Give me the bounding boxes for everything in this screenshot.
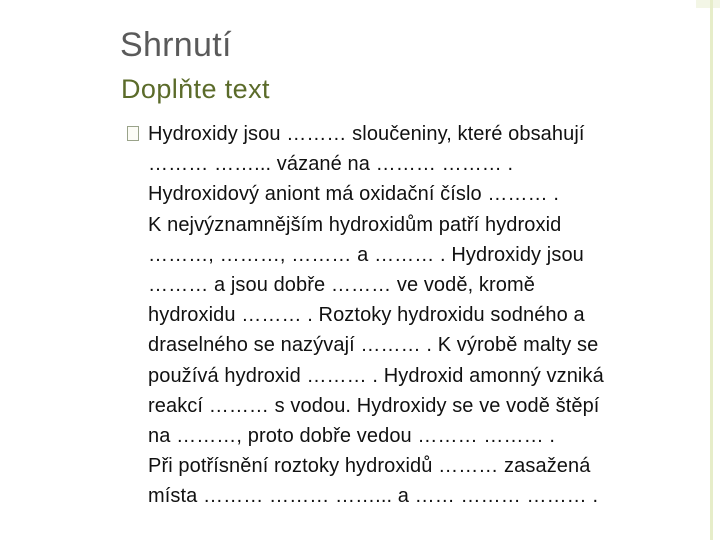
text-line: místa ……… ……… ……... a …… ……… ……… . (148, 485, 599, 508)
slide-title: Shrnutí (120, 26, 232, 64)
text-line: reakcí ……… s vodou. Hydroxidy se ve vodě štěpí (148, 394, 600, 417)
square-bullet-icon (127, 126, 139, 141)
text-line: ………, ………, ……… a ……… . Hydroxidy jsou (148, 243, 584, 266)
text-line: draselného se nazývají ……… . K výrobě malty se (148, 334, 599, 357)
text-line: Hydroxidy jsou ……… sloučeniny, které obsahují (148, 123, 585, 145)
text-line: Při potřísnění roztoky hydroxidů ……… zasažená (148, 455, 591, 478)
text-line: K nejvýznamnějším hydroxidům patří hydroxid (148, 213, 562, 236)
text-line: používá hydroxid ……… . Hydroxid amonný vzniká (148, 364, 604, 387)
bullet-paragraph (127, 119, 707, 512)
frame-corner-decoration (696, 0, 720, 8)
text-line: Hydroxidový aniont má oxidační číslo ……… . (148, 183, 560, 206)
text-line: na ………, proto dobře vedou ……… ……… . (148, 425, 555, 448)
text-line: ……… ……... vázané na ……… ……… . (148, 153, 514, 176)
slide-subtitle: Doplňte text (121, 74, 270, 104)
frame-right-decoration (710, 0, 713, 540)
text-line: ……… a jsou dobře ……… ve vodě, kromě (148, 274, 535, 297)
text-line: hydroxidu ……… . Roztoky hydroxidu sodného a (148, 304, 585, 327)
body-text (127, 119, 707, 512)
